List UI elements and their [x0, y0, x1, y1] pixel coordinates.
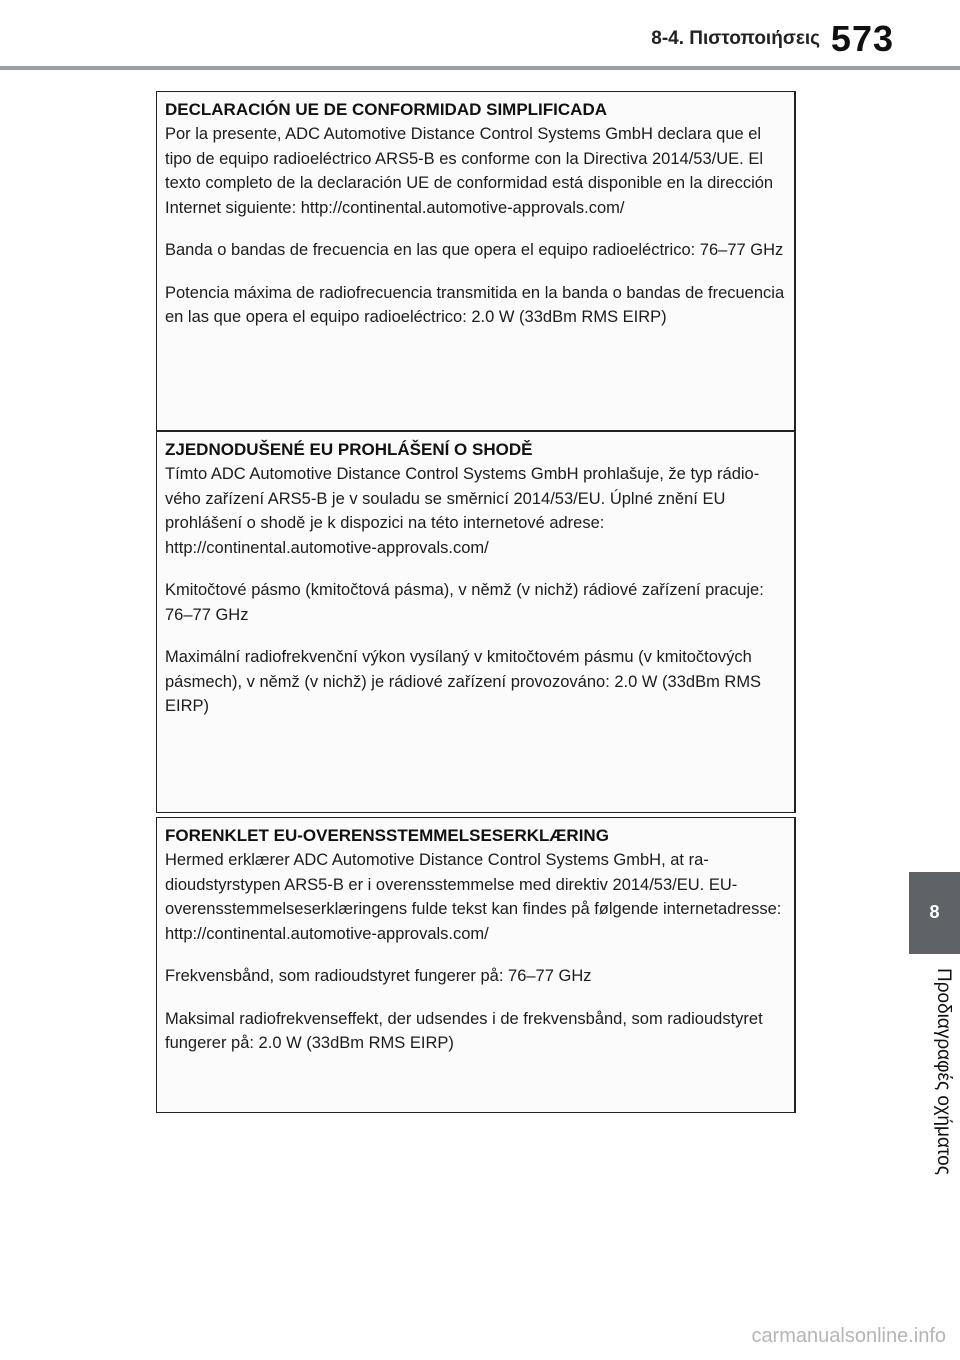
- declaration-paragraph: Hermed erklærer ADC Automotive Distance Control Systems GmbH, at ra-dioudstyrstypen ARS5-B er i overensstemmelse med direktiv 2014/53/EU. EU-overensstemmelseserklæringens fulde tekst kan findes på følgende internetadresse: http://continental.automotive-approvals.com/: [165, 851, 782, 943]
- chapter-label: Προδιαγραφές οχήματος: [933, 968, 954, 1175]
- declaration-box-cs: [156, 431, 796, 813]
- declaration-title: ZJEDNODUŠENÉ EU PROHLÁŠENÍ O SHODĚ: [165, 440, 533, 459]
- declaration-title: FORENKLET EU-OVERENSSTEMMELSESERKLÆRING: [165, 826, 609, 845]
- declaration-paragraph: Maksimal radiofrekvenseffekt, der udsendes i de frekvensbånd, som radioudstyret fungerer på: 2.0 W (33dBm RMS EIRP): [165, 1009, 763, 1052]
- section-title: 8-4. Πιστοποιήσεις: [651, 28, 820, 49]
- page-number: 573: [830, 18, 894, 59]
- declaration-paragraph: Por la presente, ADC Automotive Distance Control Systems GmbH declara que el tipo de equipo radioeléctrico ARS5-B es conforme con la Directiva 2014/53/UE. El texto completo de la declaración UE de conformidad está disponible en la dirección Internet siguiente: http://continental.automotive-approvals.com/: [165, 125, 774, 217]
- page-header: [0, 0, 960, 70]
- declaration-box-es: [156, 91, 796, 431]
- declaration-title: DECLARACIÓN UE DE CONFORMIDAD SIMPLIFICADA: [165, 100, 607, 119]
- declaration-paragraph: Frekvensbånd, som radioudstyret fungerer på: 76–77 GHz: [165, 967, 592, 985]
- declaration-paragraph: Tímto ADC Automotive Distance Control Systems GmbH prohlašuje, že typ rádio-vého zařízení ARS5-B je v souladu se směrnicí 2014/53/EU. Úplné znění EU prohlášení o shodě je k dispozici na této internetové adrese: http://continental.automotive-approvals.com/: [165, 465, 760, 557]
- declaration-paragraph: Banda o bandas de frecuencia en las que opera el equipo radioeléctrico: 76–77 GHz: [165, 241, 784, 259]
- watermark: carmanualsonline.info: [751, 1325, 946, 1347]
- declaration-paragraph: Maximální radiofrekvenční výkon vysílaný v kmitočtovém pásmu (v kmitočtových pásmech), v němž (v nichž) je rádiové zařízení provozováno: 2.0 W (33dBm RMS EIRP): [165, 648, 762, 715]
- chapter-tab: [909, 872, 960, 954]
- declaration-paragraph: Potencia máxima de radiofrecuencia transmitida en la banda o bandas de frecuencia en las que opera el equipo radioeléctrico: 2.0 W (33dBm RMS EIRP): [165, 283, 785, 326]
- chapter-number: 8: [929, 902, 940, 922]
- declaration-paragraph: Kmitočtové pásmo (kmitočtová pásma), v němž (v nichž) rádiové zařízení pracuje: 76–77 GHz: [165, 581, 764, 624]
- header-divider: [0, 66, 960, 70]
- declaration-box-da: [156, 817, 796, 1113]
- declaration-document: [156, 91, 798, 1113]
